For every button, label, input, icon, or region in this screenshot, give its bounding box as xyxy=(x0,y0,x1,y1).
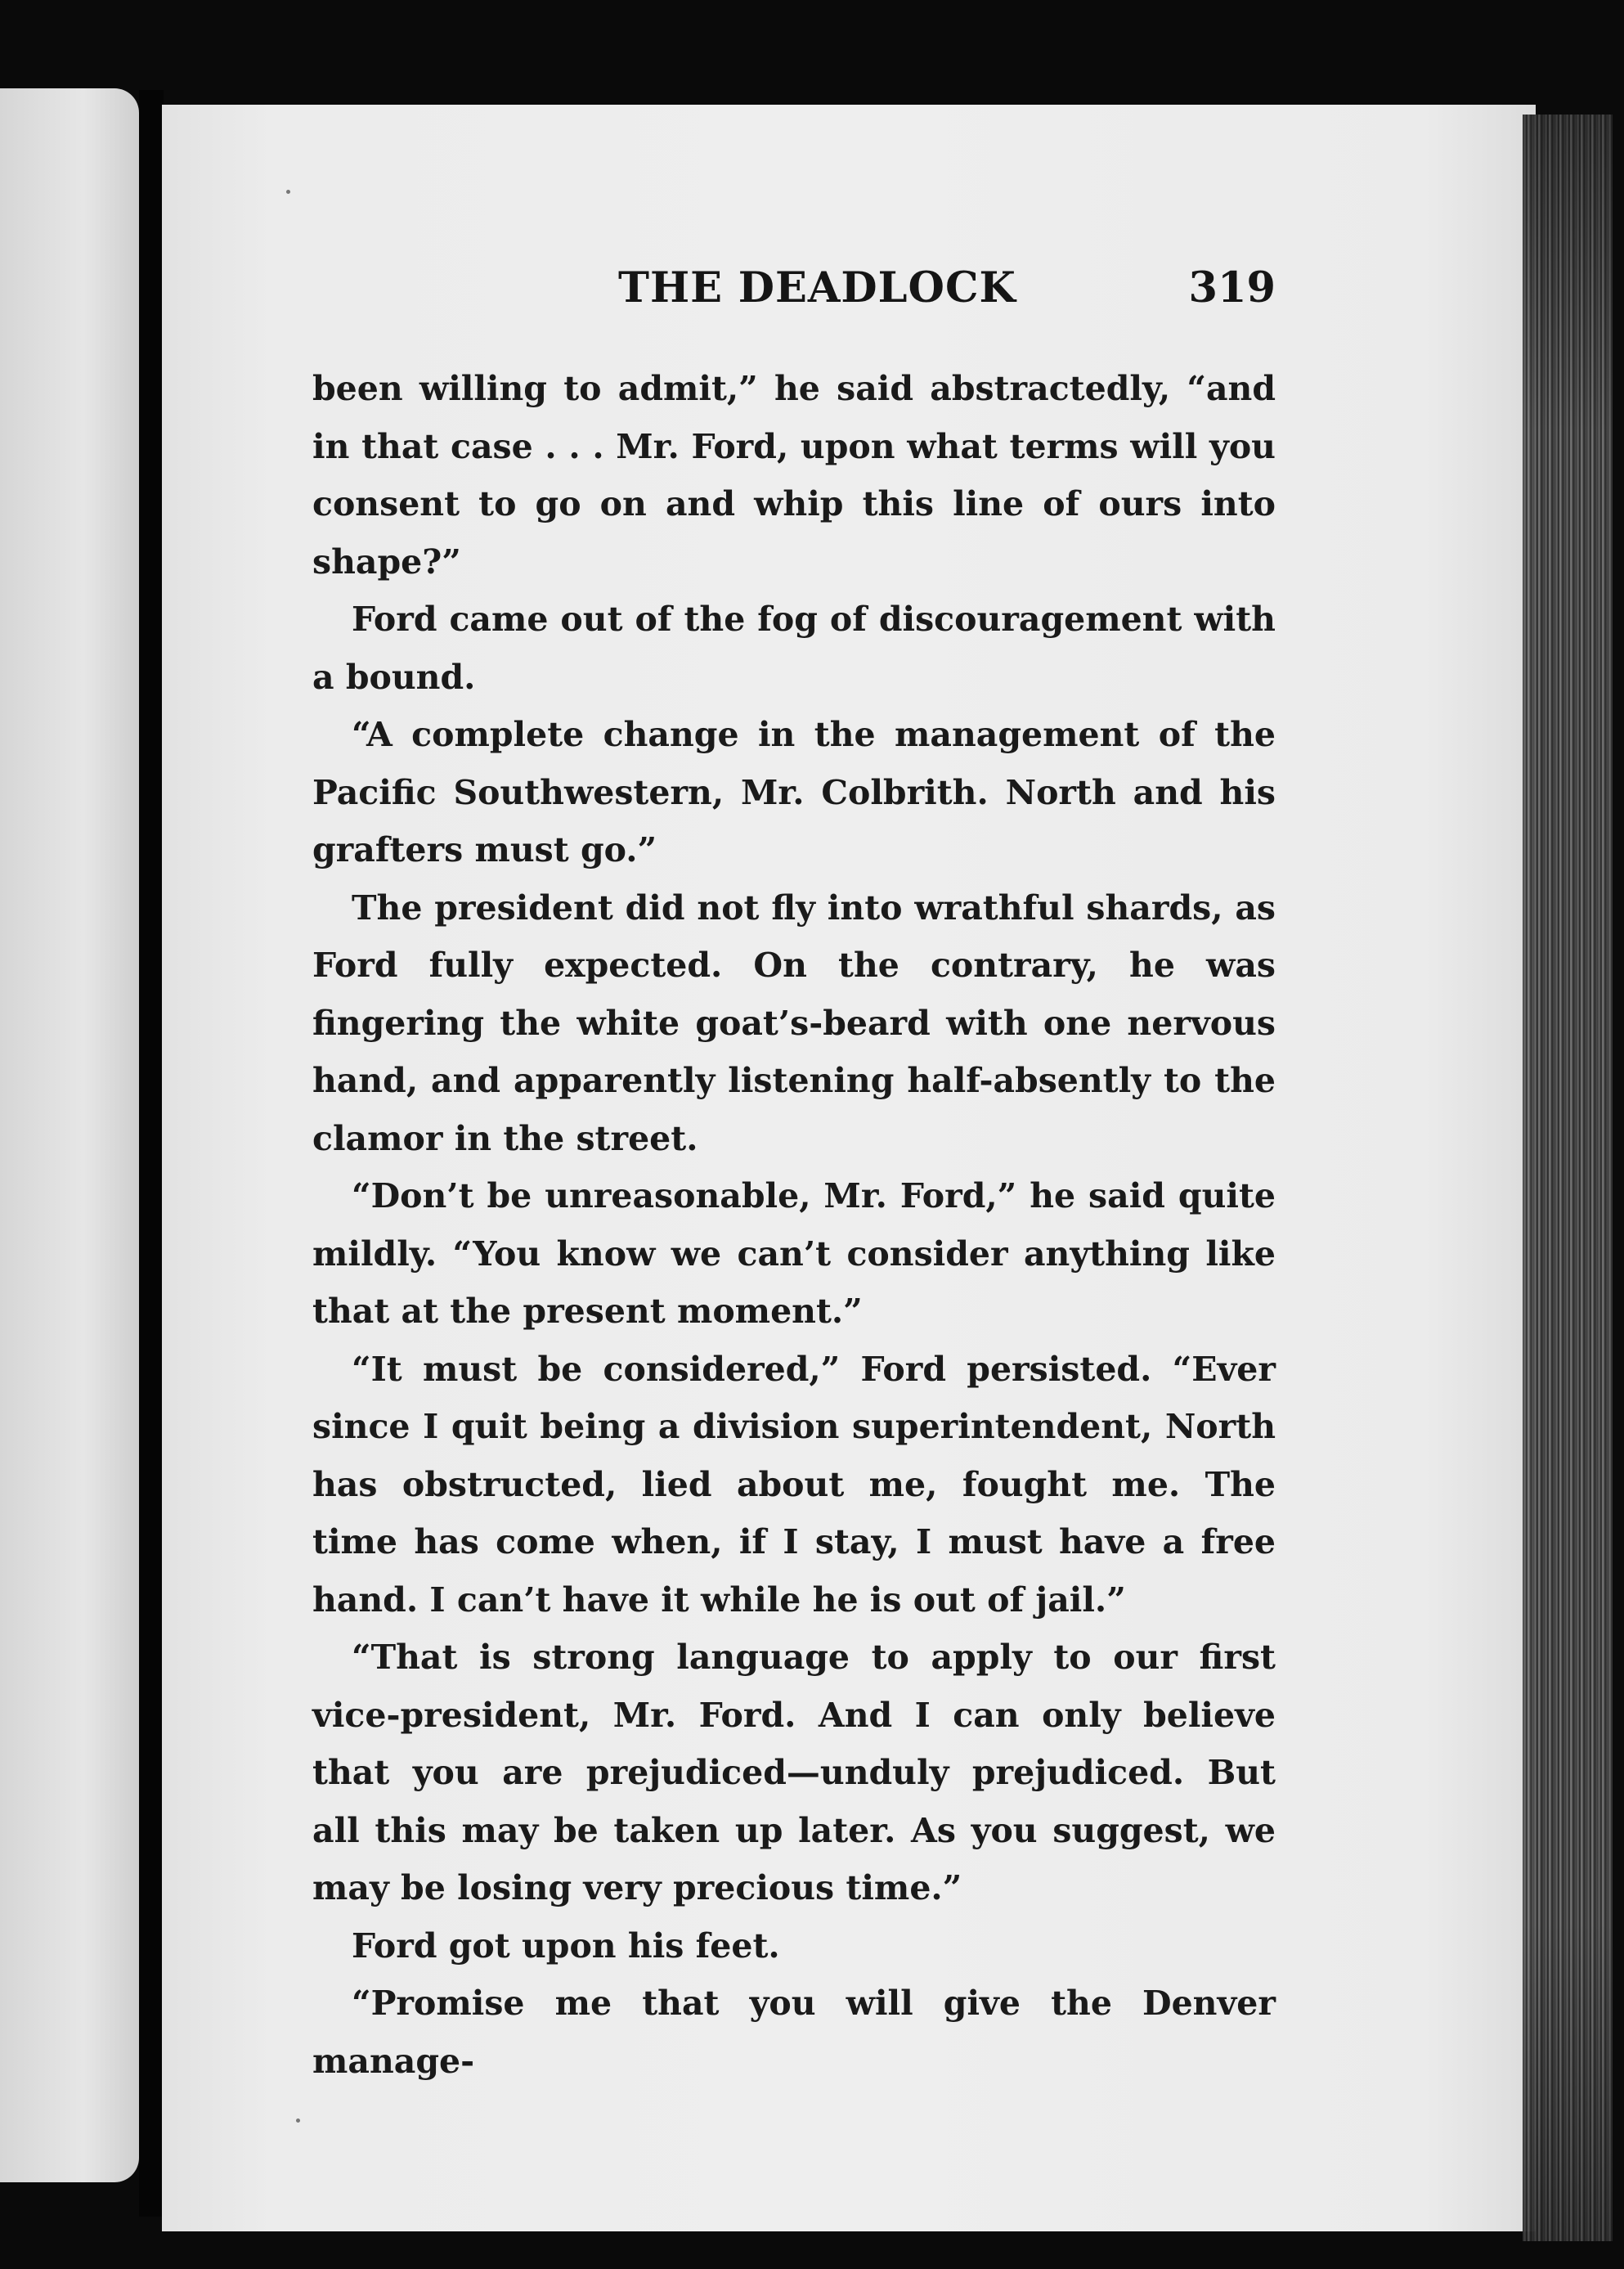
page-number: 319 xyxy=(1188,263,1276,312)
paragraph: The president did not fly into wrathful shards, as Ford fully expected. On the contrary, he was fingering the white goat’s-beard with one nervous hand, and apparently listening half-absently to the clamor in the street. xyxy=(312,887,1276,1158)
running-head: THE DEADLOCK xyxy=(618,263,1016,312)
paper-speck xyxy=(296,2118,300,2123)
paragraph: “A complete change in the management of the Pacific Southwestern, Mr. Colbrith. North and his grafters must go.” xyxy=(312,715,1276,869)
fore-edge-shadow xyxy=(1523,115,1613,2241)
previous-page-edge xyxy=(0,88,139,2182)
paragraph: “Don’t be unreasonable, Mr. Ford,” he said quite mildly. “You know we can’t consider anything like that at the present moment.” xyxy=(312,1176,1276,1331)
paragraph: Ford came out of the fog of discouragement with a bound. xyxy=(312,600,1276,697)
body-text xyxy=(312,360,1276,2090)
paragraph: “Promise me that you will give the Denver manage- xyxy=(312,1984,1276,2081)
paper-speck xyxy=(286,190,290,194)
paragraph: been willing to admit,” he said abstractedly, “and in that case . . . Mr. Ford, upon what terms will you consent to go on and whip this line of ours into shape?” xyxy=(312,369,1276,582)
paragraph: “It must be considered,” Ford persisted. “Ever since I quit being a division superintendent, North has obstructed, lied about me, fought me. The time has come when, if I stay, I must have a free hand. I can’t have it while he is out of jail.” xyxy=(312,1349,1276,1620)
paragraph: “That is strong language to apply to our first vice-president, Mr. Ford. And I can only believe that you are prejudiced—unduly prejudiced. But all this may be taken up later. As you suggest, we may be losing very precious time.” xyxy=(312,1638,1276,1907)
paragraph: Ford got upon his feet. xyxy=(352,1925,780,1966)
page-header xyxy=(311,263,1276,321)
book-gutter xyxy=(139,90,164,2217)
